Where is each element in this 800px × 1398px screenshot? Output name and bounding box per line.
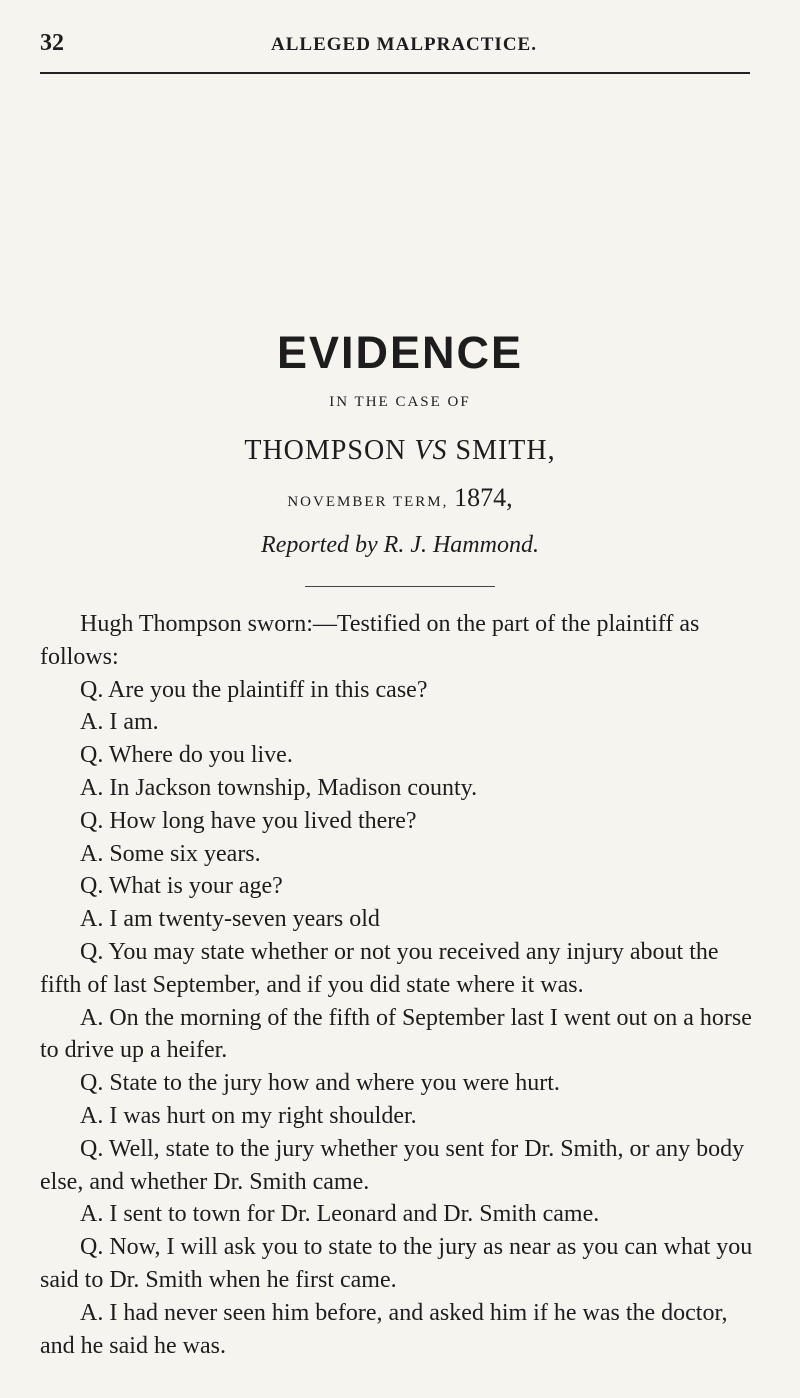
case-defendant: SMITH, <box>447 435 556 466</box>
case-plaintiff: THOMPSON <box>244 435 415 466</box>
qa-line: A. I had never seen him before, and asked him if he was the doctor, and he said he was. <box>40 1299 728 1359</box>
case-subtitle: IN THE CASE OF <box>329 394 471 410</box>
running-head <box>40 30 768 62</box>
qa-line: A. I am twenty-seven years old <box>80 906 380 933</box>
qa-line: Q. Well, state to the jury whether you sent for Dr. Smith, or any body else, and whether Dr. Smith came. <box>40 1135 745 1195</box>
page-number: 32 <box>40 30 64 56</box>
qa-line: Q. Where do you live. <box>80 742 293 769</box>
title-block <box>0 326 800 587</box>
main-title: EVIDENCE <box>276 327 524 378</box>
qa-line: Q. How long have you lived there? <box>80 807 417 834</box>
running-title: ALLEGED MALPRACTICE. <box>271 34 537 55</box>
qa-line: A. Some six years. <box>80 840 261 867</box>
testimony-intro: Hugh Thompson sworn:—Testified on the part of the plaintiff as follows: <box>40 611 700 670</box>
qa-line: A. I was hurt on my right shoulder. <box>80 1102 417 1129</box>
qa-line: Q. You may state whether or not you received any injury about the fifth of last September, and if you did state where it was. <box>40 938 719 998</box>
qa-line: A. On the morning of the fifth of September last I went out on a horse to drive up a heifer. <box>40 1004 752 1064</box>
term-label: NOVEMBER TERM, <box>287 494 455 510</box>
case-title <box>0 434 800 468</box>
qa-line: A. I sent to town for Dr. Leonard and Dr. Smith came. <box>80 1201 600 1228</box>
case-versus: VS <box>414 435 448 466</box>
testimony-body <box>40 608 760 1362</box>
term-year: 1874, <box>454 483 513 512</box>
reporter-line: Reported by R. J. Hammond. <box>261 532 539 558</box>
qa-line: Q. State to the jury how and where you were hurt. <box>80 1070 560 1097</box>
court-term <box>0 484 800 516</box>
qa-line: A. I am. <box>80 709 159 736</box>
qa-line: Q. Are you the plaintiff in this case? <box>80 676 428 703</box>
qa-line: Q. Now, I will ask you to state to the jury as near as you can what you said to Dr. Smith when he first came. <box>40 1234 753 1293</box>
qa-line: Q. What is your age? <box>80 873 283 900</box>
title-rule <box>305 586 495 587</box>
header-rule <box>40 72 750 74</box>
qa-line: A. In Jackson township, Madison county. <box>80 774 478 801</box>
